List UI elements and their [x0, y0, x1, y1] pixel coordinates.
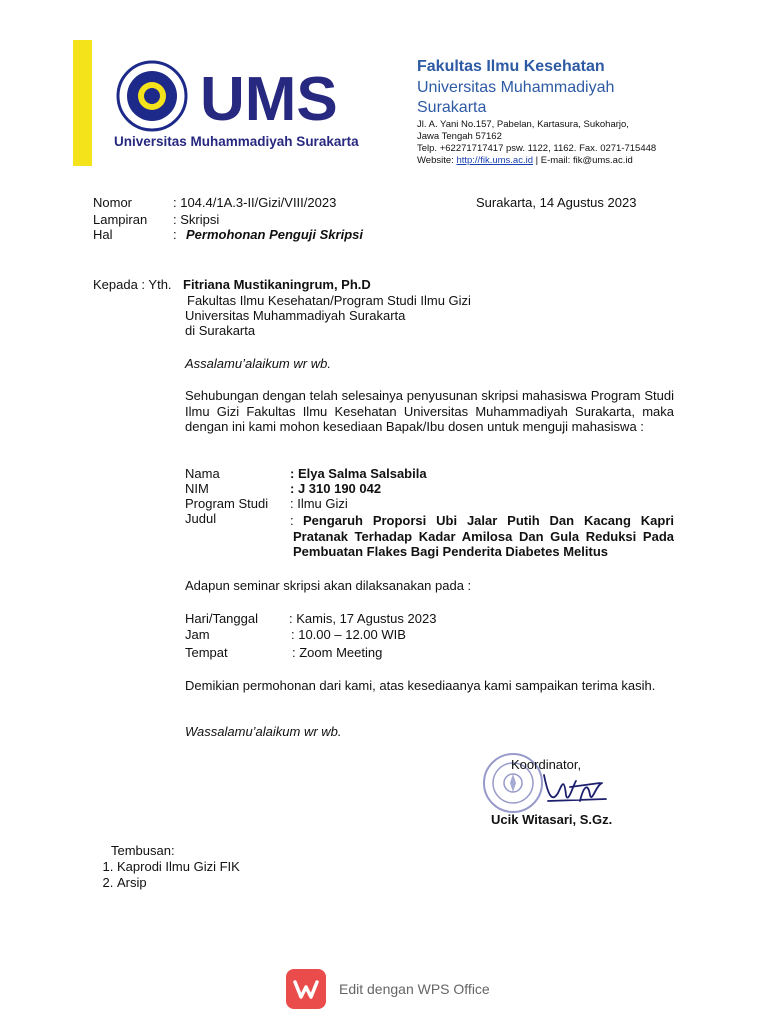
- wps-office-icon[interactable]: [286, 969, 326, 1009]
- nama-value: : Elya Salma Salsabila: [290, 466, 427, 481]
- nim-value: : J 310 190 042: [290, 481, 382, 496]
- nama-label: Nama: [185, 466, 220, 481]
- judul-colon: :: [290, 513, 294, 528]
- recipient-line-3: di Surakarta: [185, 323, 256, 338]
- kepada-label: Kepada : Yth.: [93, 277, 172, 292]
- hari-label: Hari/Tanggal: [185, 611, 258, 626]
- judul-label: Judul: [185, 511, 217, 526]
- jam-label: Jam: [185, 627, 210, 642]
- lampiran-label: Lampiran: [93, 212, 148, 227]
- greeting: Assalamu’alaikum wr wb.: [185, 356, 331, 371]
- hari-value: : Kamis, 17 Agustus 2023: [289, 611, 437, 626]
- address-line-1: Jl. A. Yani No.157, Pabelan, Kartasura, Sukoharjo,: [417, 119, 629, 130]
- address-block: [417, 119, 697, 167]
- website-label: Website:: [417, 155, 457, 166]
- email-text: | E-mail: fik@ums.ac.id: [533, 155, 633, 166]
- nim-label: NIM: [185, 481, 209, 496]
- tempat-value: : Zoom Meeting: [292, 645, 383, 660]
- judul-value: Pengaruh Proporsi Ubi Jalar Putih Dan Kacang Kapri Pratanak Terhadap Kadar Amilosa Dan Gula Reduksi Pada Pembuatan Flakes Bagi Penderita Diabetes Melitus: [293, 513, 674, 559]
- faculty-name: Fakultas Ilmu Kesehatan: [417, 58, 605, 75]
- intro-paragraph: Sehubungan dengan telah selesainya penyusunan skripsi mahasiswa Program Studi Ilmu Gizi Fakultas Ilmu Kesehatan Universitas Muhammadiyah Surakarta, maka dengan ini kami mohon kesediaan Bapak/Ibu dosen untuk menguji mahasiswa :: [185, 388, 674, 434]
- hal-value: Permohonan Penguji Skripsi: [186, 227, 363, 242]
- wps-edit-label[interactable]: Edit dengan WPS Office: [339, 981, 490, 997]
- seminar-intro: Adapun seminar skripsi akan dilaksanakan pada :: [185, 578, 472, 593]
- tempat-label: Tempat: [185, 645, 228, 660]
- cc-list: [99, 859, 240, 890]
- closing-paragraph: Demikian permohonan dari kami, atas kesediaanya kami sampaikan terima kasih.: [185, 678, 656, 693]
- phone-line: Telp. +62271717417 psw. 1122, 1162. Fax. 0271-715448: [417, 143, 657, 154]
- signature-role: Koordinator,: [511, 757, 582, 772]
- farewell: Wassalamu’alaikum wr wb.: [185, 724, 342, 739]
- website-link[interactable]: http://fik.ums.ac.id: [456, 155, 533, 166]
- nomor-label: Nomor: [93, 195, 133, 210]
- logo-subtitle: Universitas Muhammadiyah Surakarta: [114, 134, 359, 149]
- ums-logo: [110, 58, 360, 158]
- web-line: [417, 155, 697, 167]
- letter-date: Surakarta, 14 Agustus 2023: [476, 195, 637, 210]
- cc-item: 1. Kaprodi Ilmu Gizi FIK: [117, 859, 240, 875]
- hal-colon: :: [173, 227, 177, 242]
- header-accent-bar: [73, 40, 92, 166]
- recipient-line-2: Universitas Muhammadiyah Surakarta: [185, 308, 406, 323]
- logo-text: UMS: [200, 65, 338, 134]
- wps-w-icon: [286, 969, 326, 1009]
- cc-title: Tembusan:: [111, 843, 175, 858]
- recipient-name: Fitriana Mustikaningrum, Ph.D: [183, 277, 371, 292]
- hal-label: Hal: [93, 227, 113, 242]
- jam-value: : 10.00 – 12.00 WIB: [291, 627, 406, 642]
- prodi-label: Program Studi: [185, 496, 269, 511]
- prodi-value: : Ilmu Gizi: [290, 496, 348, 511]
- recipient-line-1: Fakultas Ilmu Kesehatan/Program Studi Ilmu Gizi: [187, 293, 471, 308]
- address-line-2: Jawa Tengah 57162: [417, 131, 502, 142]
- nomor-value: : 104.4/1A.3-II/Gizi/VIII/2023: [173, 195, 337, 210]
- lampiran-value: : Skripsi: [173, 212, 220, 227]
- signatory-name: Ucik Witasari, S.Gz.: [491, 812, 613, 827]
- university-name: Universitas Muhammadiyah Surakarta: [417, 79, 615, 116]
- cc-item: 2. Arsip: [117, 875, 240, 891]
